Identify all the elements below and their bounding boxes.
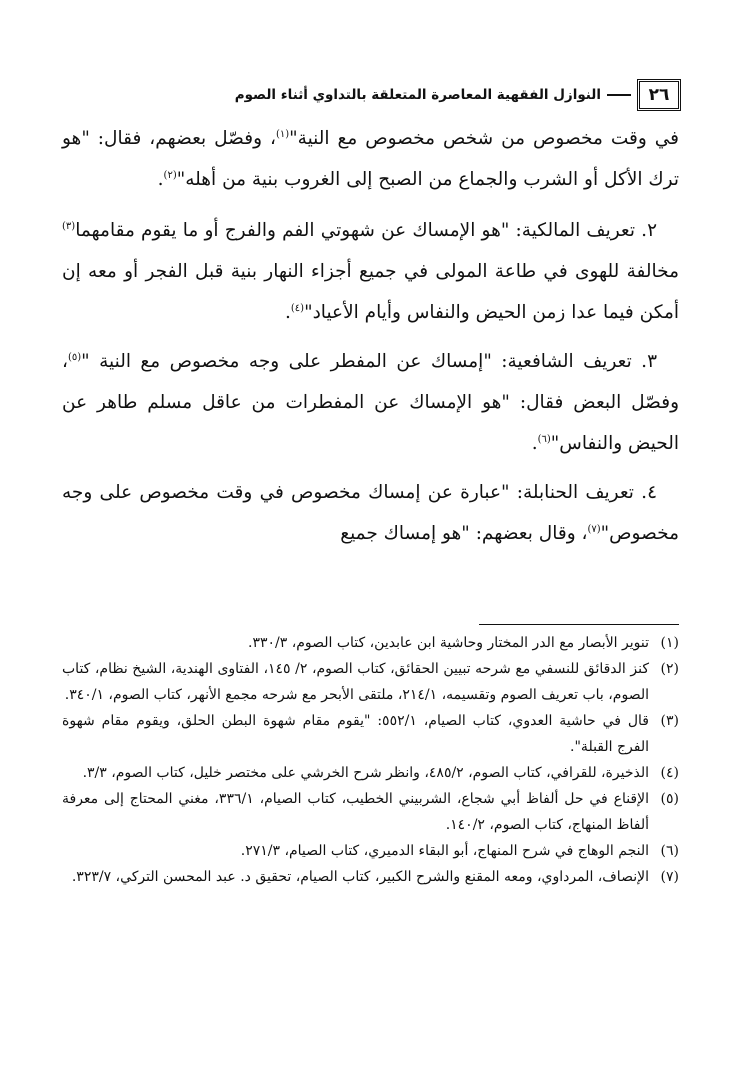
footnote-number: (١) (660, 635, 679, 651)
footnote-number: (٢) (660, 661, 679, 677)
paragraph-text: في وقت مخصوص من شخص مخصوص مع النية" (289, 128, 679, 149)
footnote-number: (٣) (660, 713, 679, 729)
paragraph-hanbali-definition (62, 472, 679, 554)
running-title: النوازل الفقهية المعاصرة المتعلقة بالتداوي أثناء الصوم (234, 87, 601, 103)
footnote-5 (62, 786, 679, 838)
footnote-marker: (٢) (163, 169, 177, 181)
paragraph-text: ، وقال بعضهم: "هو إمساك جميع (340, 523, 588, 544)
paragraph-text: . (157, 169, 164, 190)
paragraph-maliki-definition (62, 210, 679, 333)
paragraph-intro (62, 118, 679, 200)
footnote-number: (٤) (660, 765, 679, 781)
page-number: ٢٦ (637, 79, 681, 111)
footnote-marker: (٥) (67, 351, 82, 363)
paragraph-text: . (531, 433, 538, 454)
paragraph-text: ، وفصّل بعضهم، فقال: "هو ترك الأكل أو الشرب والجماع من الصبح إلى الغروب بنية من أهله" (62, 128, 679, 190)
paragraph-text: ، وفصّل البعض فقال: "هو الإمساك عن المفطرات من عاقل مسلم طاهر عن الحيض والنفاس" (62, 351, 679, 454)
footnote-marker: (٤) (290, 302, 305, 314)
footnote-text: كنز الدقائق للنسفي مع شرحه تبيين الحقائق، كتاب الصوم، ٢/ ١٤٥، الفتاوى الهندية، الشيخ نظام، كتاب الصوم، باب تعريف الصوم وتقسيمه، ٢١٤/١، ملتقى الأبحر مع شرحه مجمع الأنهر، كتاب الصوم، ٣٤٠/١. (62, 661, 649, 703)
paragraph-text: ٤. تعريف الحنابلة: "عبارة عن إمساك مخصوص في وقت مخصوص على وجه مخصوص" (62, 482, 679, 544)
footnotes-section (62, 630, 679, 890)
footnote-marker: (٧) (587, 523, 601, 535)
paragraph-text: مخالفة للهوى في طاعة المولى في جميع أجزاء النهار بنية قبل الفجر أو معه إن أمكن فيما عدا زمن الحيض والنفاس وأيام الأعياد" (62, 261, 679, 323)
footnote-1 (62, 630, 679, 656)
footnote-number: (٦) (660, 843, 679, 859)
paragraph-text: ٢. تعريف المالكية: "هو الإمساك عن شهوتي الفم والفرج أو ما يقوم مقامهما (75, 220, 657, 241)
footnote-marker: (٣) (62, 220, 76, 232)
footnote-2 (62, 656, 679, 708)
footnote-number: (٥) (660, 791, 679, 807)
footnote-text: الإنصاف، المرداوي، ومعه المقنع والشرح الكبير، كتاب الصيام، تحقيق د. عبد المحسن التركي، ٣٢٣/٧. (71, 869, 649, 885)
main-text (62, 118, 679, 562)
paragraph-shafii-definition (62, 341, 679, 464)
footnote-6 (62, 838, 679, 864)
paragraph-text: ٣. تعريف الشافعية: "إمساك عن المفطر على وجه مخصوص مع النية " (81, 351, 657, 372)
footnote-text: الذخيرة، للقرافي، كتاب الصوم، ٤٨٥/٢، وانظر شرح الخرشي على مختصر خليل، كتاب الصوم، ٣/٣. (82, 765, 649, 781)
footnote-separator (479, 624, 679, 625)
footnote-text: تنوير الأبصار مع الدر المختار وحاشية ابن عابدين، كتاب الصوم، ٣٣٠/٣. (248, 635, 649, 651)
header-rule (607, 94, 631, 96)
footnote-text: النجم الوهاج في شرح المنهاج، أبو البقاء الدميري، كتاب الصيام، ٢٧١/٣. (240, 843, 649, 859)
footnote-text: قال في حاشية العدوي، كتاب الصيام، ٥٥٢/١: "يقوم مقام شهوة البطن الحلق، ويقوم مقام شهوة الفرج القبلة". (62, 713, 649, 755)
footnote-3 (62, 708, 679, 760)
footnote-marker: (١) (275, 128, 290, 140)
running-header (60, 78, 681, 112)
footnote-number: (٧) (660, 869, 679, 885)
footnote-marker: (٦) (537, 433, 551, 445)
paragraph-text: . (284, 302, 291, 323)
footnote-4 (62, 760, 679, 786)
footnote-7 (62, 864, 679, 890)
footnote-text: الإقناع في حل ألفاظ أبي شجاع، الشربيني الخطيب، كتاب الصيام، ٣٣٦/١، مغني المحتاج إلى معرفة ألفاظ المنهاج، كتاب الصوم، ١٤٠/٢. (62, 791, 650, 833)
